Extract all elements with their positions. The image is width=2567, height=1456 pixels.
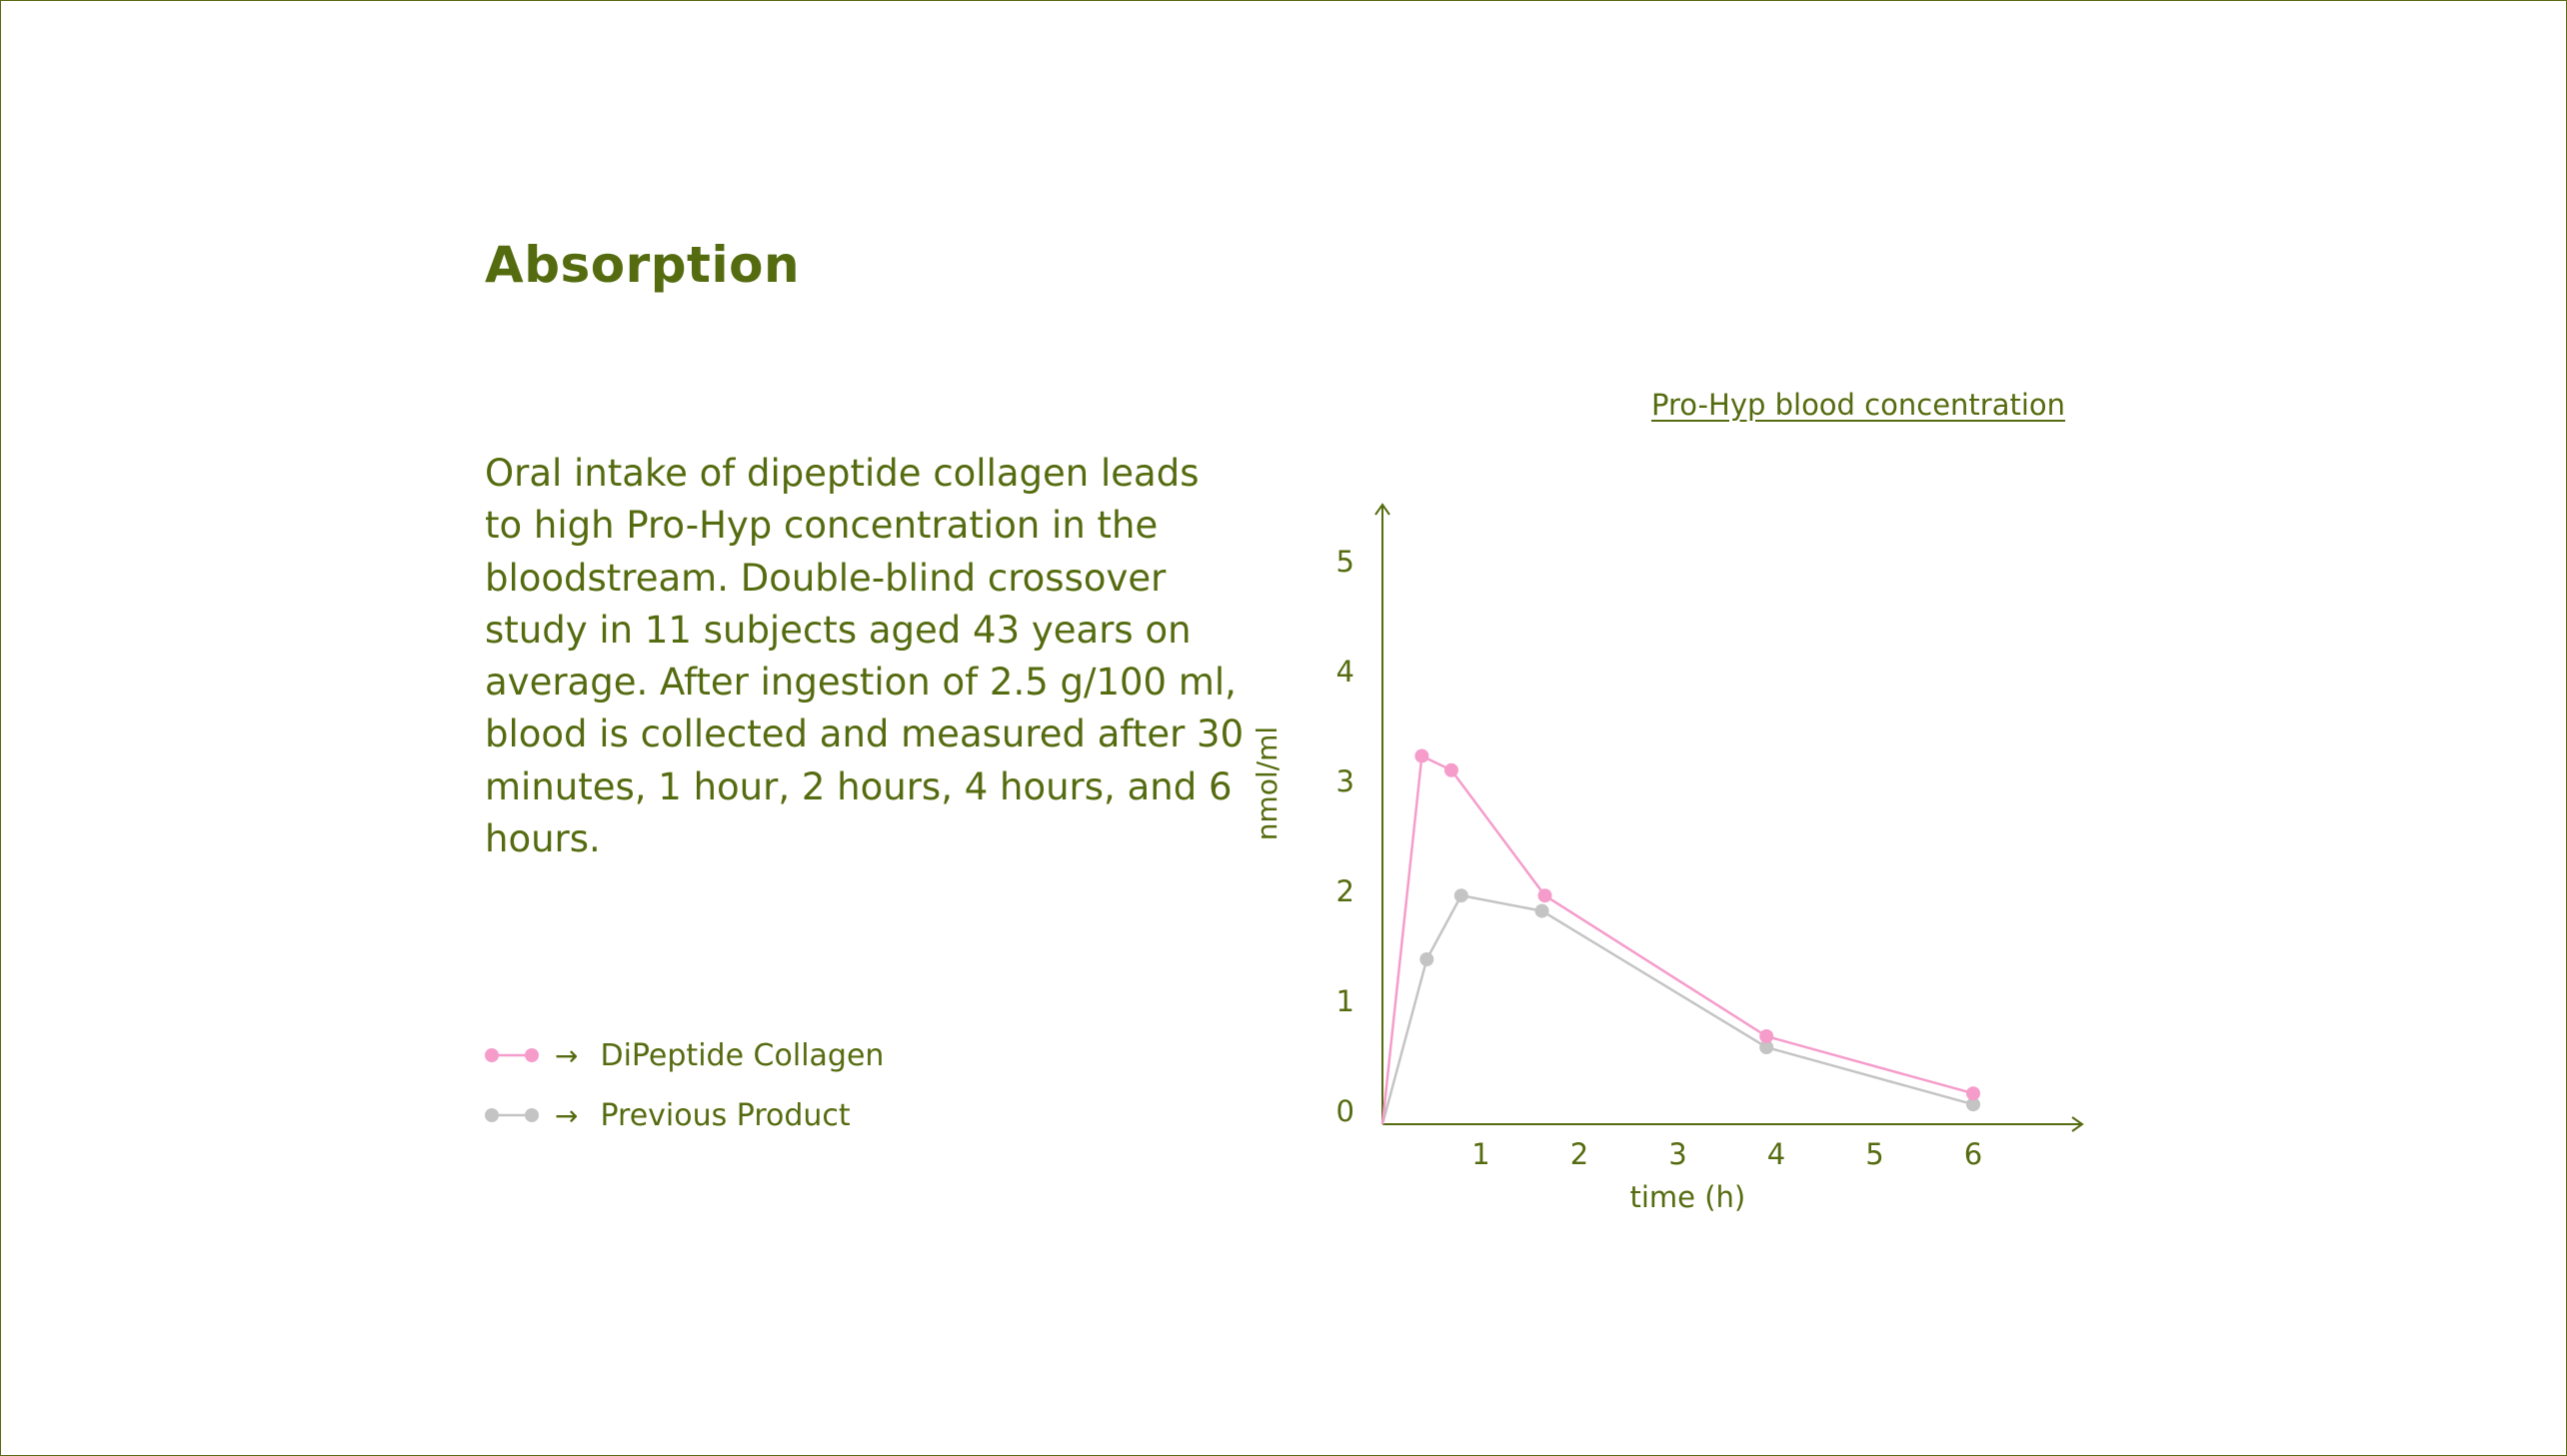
y-tick-label: 3 [1335,764,1354,798]
data-point [1966,1086,1980,1100]
data-point [1759,1029,1773,1043]
chart-title-link[interactable]: Pro-Hyp blood concentration [1651,388,2066,422]
data-point [1414,749,1428,763]
y-tick-label: 1 [1335,984,1354,1018]
legend-label: Previous Product [600,1097,851,1133]
line-chart [1230,480,2109,1239]
pink-series-marker-icon [485,1045,539,1065]
page-title: Absorption [485,236,801,294]
y-tick-label: 5 [1335,545,1354,579]
x-tick-label: 5 [1865,1137,1884,1171]
legend-label: DiPeptide Collagen [600,1037,885,1073]
x-tick-label: 1 [1471,1137,1490,1171]
description-text: Oral intake of dipeptide collagen leads to high Pro-Hyp concentration in the bloodstream. Double-blind crossover study in 11 subjects aged 43 years on average. After ingestion of 2.5 g/100 ml, blood is collected and measured after 30 minutes, 1 hour, 2 hours, 4 hours, and 6 hours. [485,452,1245,861]
data-point [1454,888,1468,902]
arrow-right-icon: → [555,1038,579,1072]
chart-legend [485,1035,884,1155]
series-line-dipeptide [1382,756,1973,1125]
y-tick-label: 0 [1335,1094,1354,1128]
data-point [1419,952,1433,966]
series-line-previous [1382,895,1973,1124]
gray-series-marker-icon [485,1105,539,1125]
x-tick-label: 6 [1963,1137,1983,1171]
x-tick-label: 3 [1668,1137,1687,1171]
x-tick-label: 2 [1569,1137,1589,1171]
y-tick-label: 4 [1335,655,1354,689]
arrow-right-icon: → [555,1098,579,1132]
legend-item-dipeptide [485,1035,884,1075]
x-tick-label: 4 [1766,1137,1786,1171]
x-axis-label: time (h) [1629,1180,1746,1214]
data-point [1538,888,1552,902]
y-tick-label: 2 [1335,874,1354,908]
y-axis-label: nmol/ml [1251,726,1284,841]
data-point [1444,763,1458,777]
data-point [1535,904,1549,918]
legend-item-previous [485,1095,884,1135]
